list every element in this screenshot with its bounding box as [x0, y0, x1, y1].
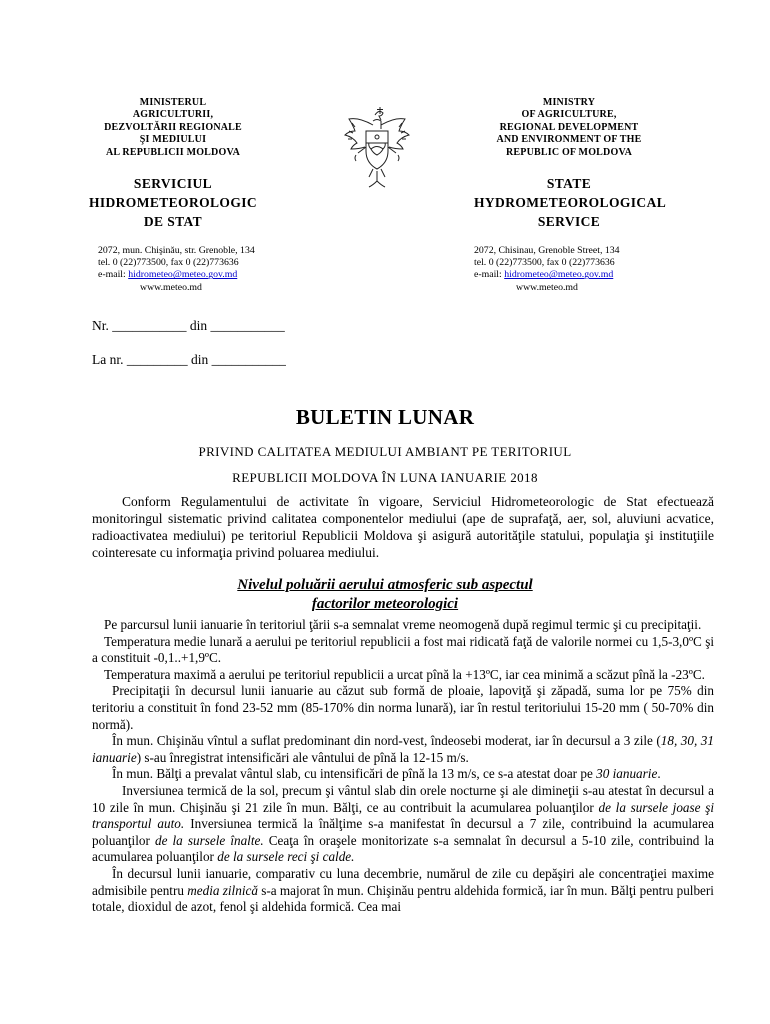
meteo-paragraphs	[92, 617, 714, 916]
contact-block-ro	[98, 245, 328, 294]
moldova-coat-of-arms-icon	[340, 105, 414, 195]
header-left	[88, 97, 258, 231]
paragraph-exceedances: În decursul lunii ianuarie, comparativ cu luna decembrie, numărul de zile cu depăşiri ale concentraţiei maxime admisibile pentru media zilnică s-a majorat în mun. Chişinău pentru aldehida formică, iar în mun. Bălţi pentru pulberi totale, dioxidul de azot, fenol şi aldehida formică. Cea mai	[92, 865, 714, 915]
document-title: BULETIN LUNAR	[295, 405, 475, 429]
email-line-ro: e-mail: hidrometeo@meteo.gov.md	[98, 269, 238, 281]
paragraph-wind-chisinau: În mun. Chişinău vîntul a suflat predominant din nord-vest, îndeosebi moderat, iar în decursul a 3 zile (18, 30, 31 ianuarie) s-au înregistrat intensificări ale vântului de pînă la 12-15 m/s.	[92, 733, 714, 765]
phone-fax-en: tel. 0 (22)773500, fax 0 (22)773636	[474, 257, 615, 269]
paragraph-precipitation: Precipitaţii în decursul lunii ianuarie au căzut sub formă de ploaie, lapoviţă şi zăpadă, suma lor pe 75% din teritoriu a constituit în fond 23-52 mm (85-170% din norma lunară), iar în restul teritoriului 15-20 mm ( 50-70% din normă).	[92, 683, 714, 732]
email-link-en[interactable]: hidrometeo@meteo.gov.md	[504, 269, 614, 281]
paragraph-inversion: Inversiunea termică de la sol, precum şi vântul slab din orele nocturne şi ale dimineţii s-au atestat în decursul a 10 zile în mun. Chişinău şi 21 zile în mun. Bălţi, ce au contribuit la acumularea poluanţilor de la sursele joase şi transportul auto. Inversiunea termică la înălţime s-a manifestat în decursul a 7 zile, contribuind la acumularea poluanţilor de la sursele înalte. Ceaţa în oraşele monitorizate s-a semnalat în decursul a 5-10 zile, contribuind la acumularea poluanţilor de la sursele reci şi calde.	[92, 782, 715, 865]
email-line-en: e-mail: hidrometeo@meteo.gov.md	[474, 269, 614, 281]
contact-block-en	[474, 245, 704, 294]
reference-number-line: Nr. ___________ din ___________	[92, 318, 285, 333]
service-name-en: STATE HYDROMETEOROLOGICAL SERVICE	[474, 176, 667, 230]
paragraph-mean-temperature: Temperatura medie lunară a aerului pe teritoriul republicii a fost mai ridicată faţă de valorile normei cu 1,5-3,0ºC şi a constituit -0,1..+1,9ºC.	[92, 633, 714, 666]
reference-reply-line: La nr. _________ din ___________	[92, 352, 286, 367]
paragraph-weather: Pe parcursul lunii ianuarie în teritoriul ţării s-a semnalat vreme neomogenă după regimul termic şi cu precipitaţii.	[104, 617, 702, 632]
address-en: 2072, Chisinau, Grenoble Street, 134	[474, 245, 620, 256]
document-subtitle-line1: PRIVIND CALITATEA MEDIULUI AMBIANT PE TERITORIUL	[198, 444, 572, 459]
phone-fax-ro: tel. 0 (22)773500, fax 0 (22)773636	[98, 257, 239, 269]
website-en: www.meteo.md	[516, 281, 578, 293]
address-ro: 2072, mun. Chişinău, str. Grenoble, 134	[98, 245, 255, 256]
paragraph-extreme-temperature: Temperatura maximă a aerului pe teritoriul republicii a urcat pînă la +13ºC, iar cea minimă a scăzut pînă la -23ºC.	[104, 666, 705, 682]
header-right	[474, 97, 667, 231]
service-name-ro: SERVICIUL HIDROMETEOROLOGIC DE STAT	[88, 176, 258, 230]
paragraph-wind-balti: În mun. Bălţi a prevalat vântul slab, cu intensificări de pînă la 13 m/s, ce s-a atestat doar pe 30 ianuarie.	[112, 766, 661, 782]
ministry-name-ro: MINISTERUL AGRICULTURII, DEZVOLTĂRII REGIONALE ŞI MEDIULUI AL REPUBLICII MOLDOVA	[104, 97, 242, 158]
document-subtitle-line2: REPUBLICII MOLDOVA ÎN LUNA IANUARIE 2018	[232, 470, 538, 485]
website-ro: www.meteo.md	[140, 281, 202, 293]
intro-paragraph: Conform Regulamentului de activitate în vigoare, Serviciul Hidrometeorologic de Stat efectuează monitoringul sistematic privind calitatea componentelor mediului (ape de suprafaţă, aer, sol, aluviuni acvatice, radioactivatea mediului) pe teritoriul Republicii Moldova şi asigură autorităţile statului, populaţia şi instituţiile cointeresate cu informaţia privind poluarea mediului.	[92, 494, 714, 560]
email-link-ro[interactable]: hidrometeo@meteo.gov.md	[128, 269, 238, 281]
section-heading: Nivelul poluării aerului atmosferic sub aspectul factorilor meteorologici	[237, 577, 533, 612]
ministry-name-en: MINISTRY OF AGRICULTURE, REGIONAL DEVELOPMENT AND ENVIRONMENT OF THE REPUBLIC OF MOLDOVA	[496, 97, 642, 158]
